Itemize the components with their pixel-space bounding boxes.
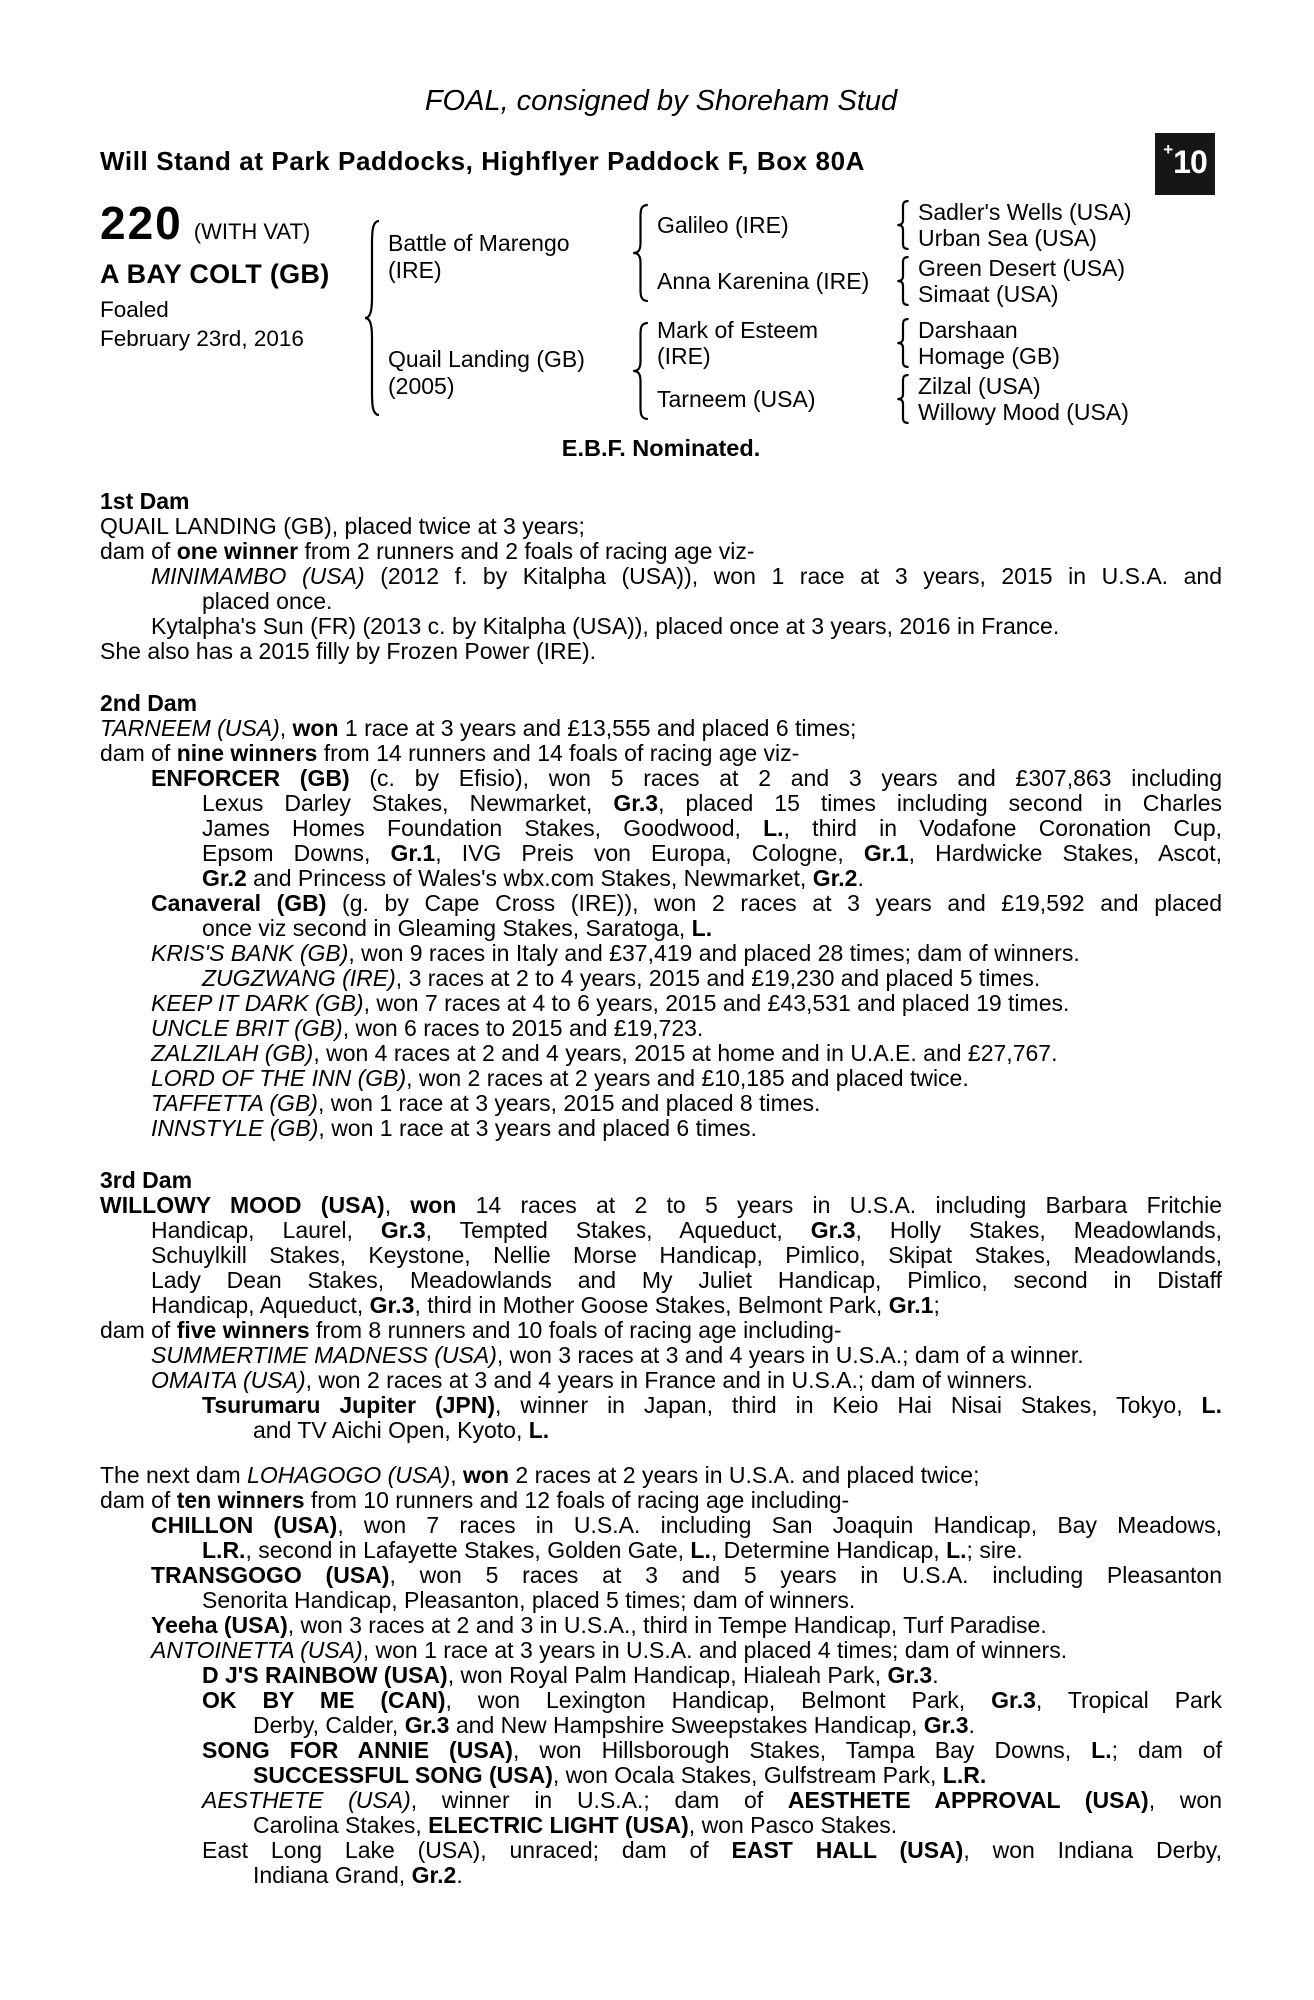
grandparent-name: Tarneem (USA)	[657, 386, 816, 412]
sire-name: Battle of Marengo (IRE)	[388, 230, 570, 283]
foaled-label: Foaled	[100, 297, 169, 322]
pedigree-pair	[651, 317, 1222, 369]
pedigree-pair	[651, 199, 1222, 251]
text-line: Epsom Downs, Gr.1, IVG Preis von Europa, Cologne, Gr.1, Hardwicke Stakes, Ascot,	[202, 840, 1222, 866]
text-line: CHILLON (USA), won 7 races in U.S.A. including San Joaquin Handicap, Bay Meadows,	[151, 1512, 1222, 1538]
text-line: Handicap, Aqueduct, Gr.3, third in Mother Goose Stakes, Belmont Park, Gr.1;	[151, 1292, 940, 1318]
text-line: UNCLE BRIT (GB), won 6 races to 2015 and £19,723.	[151, 1015, 704, 1041]
grandparent-name: Galileo (IRE)	[657, 212, 789, 238]
sire-cell	[388, 199, 630, 315]
text-line: Indiana Grand, Gr.2.	[253, 1862, 463, 1888]
text-line: dam of one winner from 2 runners and 2 foals of racing age viz-	[100, 538, 755, 564]
vat-note: (WITH VAT)	[193, 219, 311, 244]
dam-pairs	[651, 317, 1222, 425]
brace-dam-parents	[630, 321, 651, 421]
text-line: WILLOWY MOOD (USA), won 14 races at 2 to 5 years in U.S.A. including Barbara Fritchie	[100, 1192, 1223, 1218]
section-heading: 2nd Dam	[100, 690, 198, 716]
greatgrandparent-pair	[918, 373, 1129, 425]
brace-greatgrandparents	[895, 374, 911, 424]
text-line: SUCCESSFUL SONG (USA), won Ocala Stakes, Gulfstream Park, L.R.	[253, 1762, 987, 1788]
pedigree-tree	[362, 199, 1222, 431]
text-line: East Long Lake (USA), unraced; dam of EAST HALL (USA), won Indiana Derby,	[202, 1837, 1222, 1863]
dam-section	[100, 1168, 1222, 1443]
gen2-gen3-columns	[630, 199, 1222, 431]
grandparent-cell	[651, 199, 895, 251]
consignment-title: FOAL, consigned by Shoreham Stud	[424, 85, 898, 117]
text-line: and TV Aichi Open, Kyoto, L.	[253, 1417, 550, 1443]
brace-greatgrandparents	[895, 318, 911, 368]
pedigree-pair	[651, 373, 1222, 425]
grandparent-cell	[651, 373, 895, 425]
grandparent-cell	[651, 255, 895, 307]
pedigree-sections	[100, 489, 1222, 1888]
dam-cell	[388, 315, 630, 431]
greatgrandparent-name: Urban Sea (USA)	[918, 225, 1097, 251]
brace-greatgrandparents	[895, 256, 911, 306]
grandparent-name: Anna Karenina (IRE)	[657, 268, 870, 294]
text-line: Lady Dean Stakes, Meadowlands and My Juliet Handicap, Pimlico, second in Distaff	[151, 1267, 1222, 1293]
dam-section	[100, 1463, 1222, 1888]
lot-info	[100, 199, 362, 431]
brace-sire-parents	[630, 203, 651, 303]
text-line: SUMMERTIME MADNESS (USA), won 3 races at 3 and 4 years in U.S.A.; dam of a winner.	[151, 1342, 1084, 1368]
dam-name: Quail Landing (GB) (2005)	[388, 346, 585, 399]
text-line: Carolina Stakes, ELECTRIC LIGHT (USA), won Pasco Stakes.	[253, 1812, 898, 1838]
pedigree-pair	[651, 255, 1222, 307]
greatgrandparent-name: Darshaan	[918, 317, 1018, 343]
text-line: Yeeha (USA), won 3 races at 2 and 3 in U.S.A., third in Tempe Handicap, Turf Paradise.	[151, 1612, 1047, 1638]
text-line: TRANSGOGO (USA), won 5 races at 3 and 5 years in U.S.A. including Pleasanton	[151, 1562, 1222, 1588]
text-line: ZALZILAH (GB), won 4 races at 2 and 4 years, 2015 at home and in U.A.E. and £27,767.	[151, 1040, 1058, 1066]
section-heading: 1st Dam	[100, 488, 190, 514]
text-line: James Homes Foundation Stakes, Goodwood, L., third in Vodafone Coronation Cup,	[202, 815, 1223, 841]
greatgrandparent-pair	[918, 199, 1132, 251]
text-line: placed once.	[202, 588, 333, 614]
section-heading: 3rd Dam	[100, 1167, 193, 1193]
greatgrandparent-name: Sadler's Wells (USA)	[918, 199, 1132, 225]
text-line: TAFFETTA (GB), won 1 race at 3 years, 2015 and placed 8 times.	[151, 1090, 821, 1116]
text-line: KRIS'S BANK (GB), won 9 races in Italy and £37,419 and placed 28 times; dam of winners.	[151, 940, 1080, 966]
text-line: dam of five winners from 8 runners and 10 foals of racing age including-	[100, 1317, 842, 1343]
horse-description: A BAY COLT (GB)	[100, 259, 330, 289]
greatgrandparent-name: Zilzal (USA)	[918, 373, 1041, 399]
text-line: The next dam LOHAGOGO (USA), won 2 races at 2 years in U.S.A. and placed twice;	[100, 1462, 980, 1488]
dam-section	[100, 489, 1222, 664]
plus-icon: +	[1163, 140, 1174, 159]
text-line: She also has a 2015 filly by Frozen Power (IRE).	[100, 638, 597, 664]
text-line: ZUGZWANG (IRE), 3 races at 2 to 4 years, 2015 and £19,230 and placed 5 times.	[202, 965, 1041, 991]
text-line: LORD OF THE INN (GB), won 2 races at 2 years and £10,185 and placed twice.	[151, 1065, 969, 1091]
text-line: dam of ten winners from 10 runners and 12 foals of racing age including-	[100, 1487, 850, 1513]
text-line: Lexus Darley Stakes, Newmarket, Gr.3, placed 15 times including second in Charles	[202, 790, 1223, 816]
text-line: OMAITA (USA), won 2 races at 3 and 4 years in France and in U.S.A.; dam of winners.	[151, 1367, 1034, 1393]
text-line: OK BY ME (CAN), won Lexington Handicap, Belmont Park, Gr.3, Tropical Park	[202, 1687, 1223, 1713]
text-line: D J'S RAINBOW (USA), won Royal Palm Handicap, Hialeah Park, Gr.3.	[202, 1662, 939, 1688]
text-line: ENFORCER (GB) (c. by Efisio), won 5 races at 2 and 3 years and £307,863 including	[151, 765, 1222, 791]
text-line: Gr.2 and Princess of Wales's wbx.com Stakes, Newmarket, Gr.2.	[202, 865, 864, 891]
text-line: ANTOINETTA (USA), won 1 race at 3 years in U.S.A. and placed 4 times; dam of winners.	[151, 1637, 1068, 1663]
brace-gen1	[362, 217, 382, 419]
pedigree-block	[100, 199, 1222, 431]
greatgrandparent-pair	[918, 317, 1060, 369]
text-line: INNSTYLE (GB), won 1 race at 3 years and placed 6 times.	[151, 1115, 757, 1141]
lot-number: 220	[100, 197, 183, 249]
gen1-column	[388, 199, 630, 431]
text-line: QUAIL LANDING (GB), placed twice at 3 years;	[100, 513, 585, 539]
sire-pairs	[651, 199, 1222, 307]
text-line: Senorita Handicap, Pleasanton, placed 5 times; dam of winners.	[202, 1587, 856, 1613]
greatgrandparent-name: Willowy Mood (USA)	[918, 399, 1129, 425]
foaled-date: February 23rd, 2016	[100, 326, 304, 351]
text-line: Kytalpha's Sun (FR) (2013 c. by Kitalpha (USA)), placed once at 3 years, 2016 in France.	[151, 613, 1060, 639]
text-line: AESTHETE (USA), winner in U.S.A.; dam of AESTHETE APPROVAL (USA), won	[202, 1787, 1222, 1813]
plus-ten-badge	[1155, 133, 1215, 195]
text-line: Schuylkill Stakes, Keystone, Nellie Morse Handicap, Pimlico, Skipat Stakes, Meadowlands,	[151, 1242, 1222, 1268]
grandparent-cell	[651, 317, 895, 369]
stand-location: Will Stand at Park Paddocks, Highflyer Paddock F, Box 80A	[100, 146, 866, 176]
greatgrandparent-pair	[918, 255, 1125, 307]
dam-section	[100, 691, 1222, 1141]
badge-number: 10	[1173, 144, 1207, 180]
sire-half	[630, 199, 1222, 307]
text-line: Canaveral (GB) (g. by Cape Cross (IRE)), won 2 races at 3 years and £19,592 and placed	[151, 890, 1223, 916]
stand-row	[100, 140, 1222, 180]
greatgrandparent-name: Simaat (USA)	[918, 281, 1059, 307]
text-line: TARNEEM (USA), won 1 race at 3 years and £13,555 and placed 6 times;	[100, 715, 857, 741]
text-line: L.R., second in Lafayette Stakes, Golden Gate, L., Determine Handicap, L.; sire.	[202, 1537, 1023, 1563]
text-line: Handicap, Laurel, Gr.3, Tempted Stakes, Aqueduct, Gr.3, Holly Stakes, Meadowlands,	[151, 1217, 1222, 1243]
text-line: once viz second in Gleaming Stakes, Saratoga, L.	[202, 915, 713, 941]
ebf-nominated-note: E.B.F. Nominated.	[561, 435, 761, 461]
greatgrandparent-name: Green Desert (USA)	[918, 255, 1126, 281]
text-line: SONG FOR ANNIE (USA), won Hillsborough Stakes, Tampa Bay Downs, L.; dam of	[202, 1737, 1222, 1763]
text-line: KEEP IT DARK (GB), won 7 races at 4 to 6 years, 2015 and £43,531 and placed 19 times.	[151, 990, 1070, 1016]
greatgrandparent-name: Homage (GB)	[918, 343, 1060, 369]
grandparent-name: Mark of Esteem (IRE)	[657, 317, 819, 369]
dam-half	[630, 317, 1222, 425]
text-line: Tsurumaru Jupiter (JPN), winner in Japan, third in Keio Hai Nisai Stakes, Tokyo, L.	[202, 1392, 1222, 1418]
lot-number-row	[100, 197, 362, 249]
text-line: Derby, Calder, Gr.3 and New Hampshire Sweepstakes Handicap, Gr.3.	[253, 1712, 975, 1738]
brace-greatgrandparents	[895, 200, 911, 250]
text-line: MINIMAMBO (USA) (2012 f. by Kitalpha (USA)), won 1 race at 3 years, 2015 in U.S.A. and	[151, 563, 1222, 589]
text-line: dam of nine winners from 14 runners and 14 foals of racing age viz-	[100, 740, 800, 766]
